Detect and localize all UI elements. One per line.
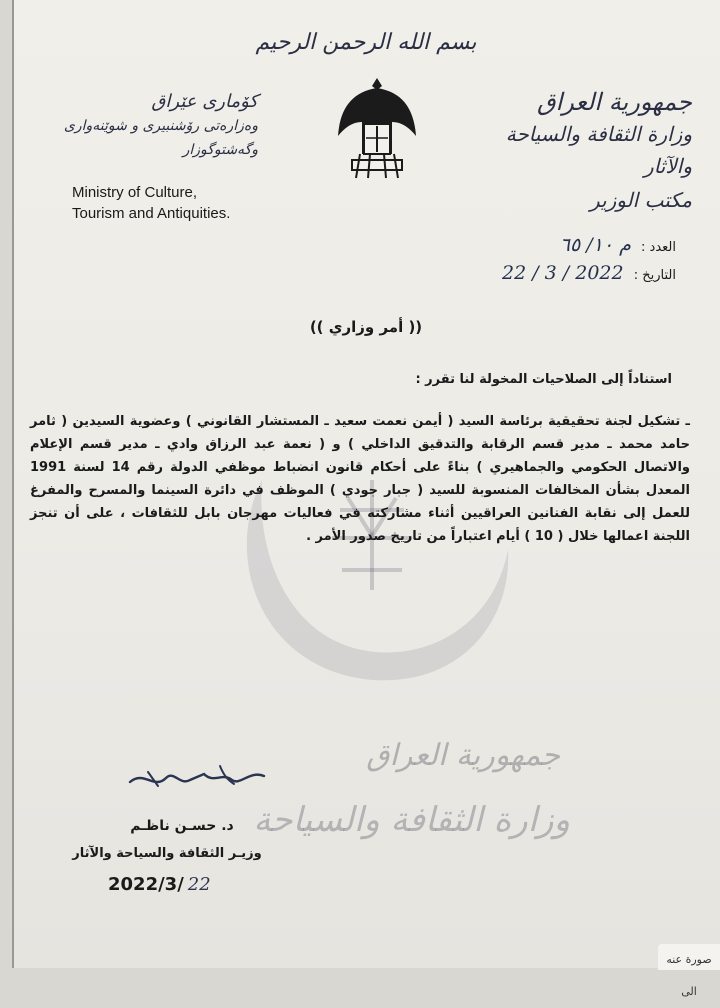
order-body: ـ تشكيل لجنة تحقيقية برئاسة السيد ( أيمن نعمت سعيد ـ المستشار القانوني ) وعضوية السيدين ( ثامر حامد محمد ـ مدير قسم الرقابة والتدقيق الداخلي ) و ( نعمة عبد الرزاق وادي ـ مدير قسم الإعلام والاتصال الحكومي والجماهيري ) بناءً على أحكام قانون انضباط موظفي الدولة رقم 14 لسنة 1991 المعدل بشأن المخالفات المنسوبة للسيد ( جبار جودي ) الموظف في دائرة السينما والمسرح والمفرغ للعمل إلى نقابة الفنانين العراقيين أثناء مشاركته في فعاليات مهرجان بابل للثقافات ، على أن تنجز اللجنة اعمالها خلال ( 10 ) أيام اعتباراً من تاريخ صدور الأمر .	[30, 414, 690, 544]
signature-date-handwritten: 22	[187, 874, 211, 895]
signatory-name: د. حسـن ناظـم	[130, 818, 234, 834]
office-name-ar: مكتب الوزير	[589, 188, 692, 212]
watermark-ministry: وزارة الثقافة والسياحة	[253, 800, 570, 840]
reference-number-value: م ١٠/ ٦٥	[559, 234, 631, 256]
arabic-letterhead	[482, 86, 692, 218]
ministry-name-en-1: Ministry of Culture,	[72, 184, 198, 201]
reference-date-row	[426, 262, 676, 284]
page-edge-shadow	[12, 0, 14, 968]
order-intro: استناداً إلى الصلاحيات المخولة لنا تقرر :	[415, 372, 672, 387]
next-page-fragment: صورة عنه الى	[658, 944, 720, 970]
order-title: (( أمر وزاري ))	[309, 318, 423, 336]
reference-date-value: 2022 / 3 / 22	[501, 262, 624, 284]
kurdish-letterhead	[48, 90, 258, 162]
iraq-eagle-emblem-icon	[332, 74, 422, 186]
ministry-name-en-2: Tourism and Antiquities.	[72, 205, 231, 222]
handwritten-signature-icon	[124, 756, 274, 798]
reference-number-label: العدد :	[641, 240, 676, 255]
signature-date-printed: 2022/3/	[108, 874, 184, 895]
watermark-republic: جمهورية العراق	[366, 738, 560, 773]
english-letterhead	[72, 182, 332, 224]
signature-date	[108, 874, 211, 895]
ministry-name-ku: وەزارەتی رۆشنبیری و شوێنەواری	[63, 118, 258, 134]
document-page	[12, 0, 720, 998]
ministry-name-ar: وزارة الثقافة والسياحة والآثار	[505, 122, 692, 178]
reference-number-row	[426, 234, 676, 256]
republic-name-ar: جمهورية العراق	[536, 88, 692, 116]
ministry-name-ku-2: وگەشتوگوزار	[182, 142, 258, 158]
signatory-title: وزيـر الثقافة والسياحة والآثار	[72, 846, 262, 861]
basmala: بسم الله الرحمن الرحيم	[255, 30, 477, 55]
republic-name-ku: كۆماری عێراق	[151, 91, 258, 112]
reference-date-label: التاريخ :	[633, 268, 676, 283]
